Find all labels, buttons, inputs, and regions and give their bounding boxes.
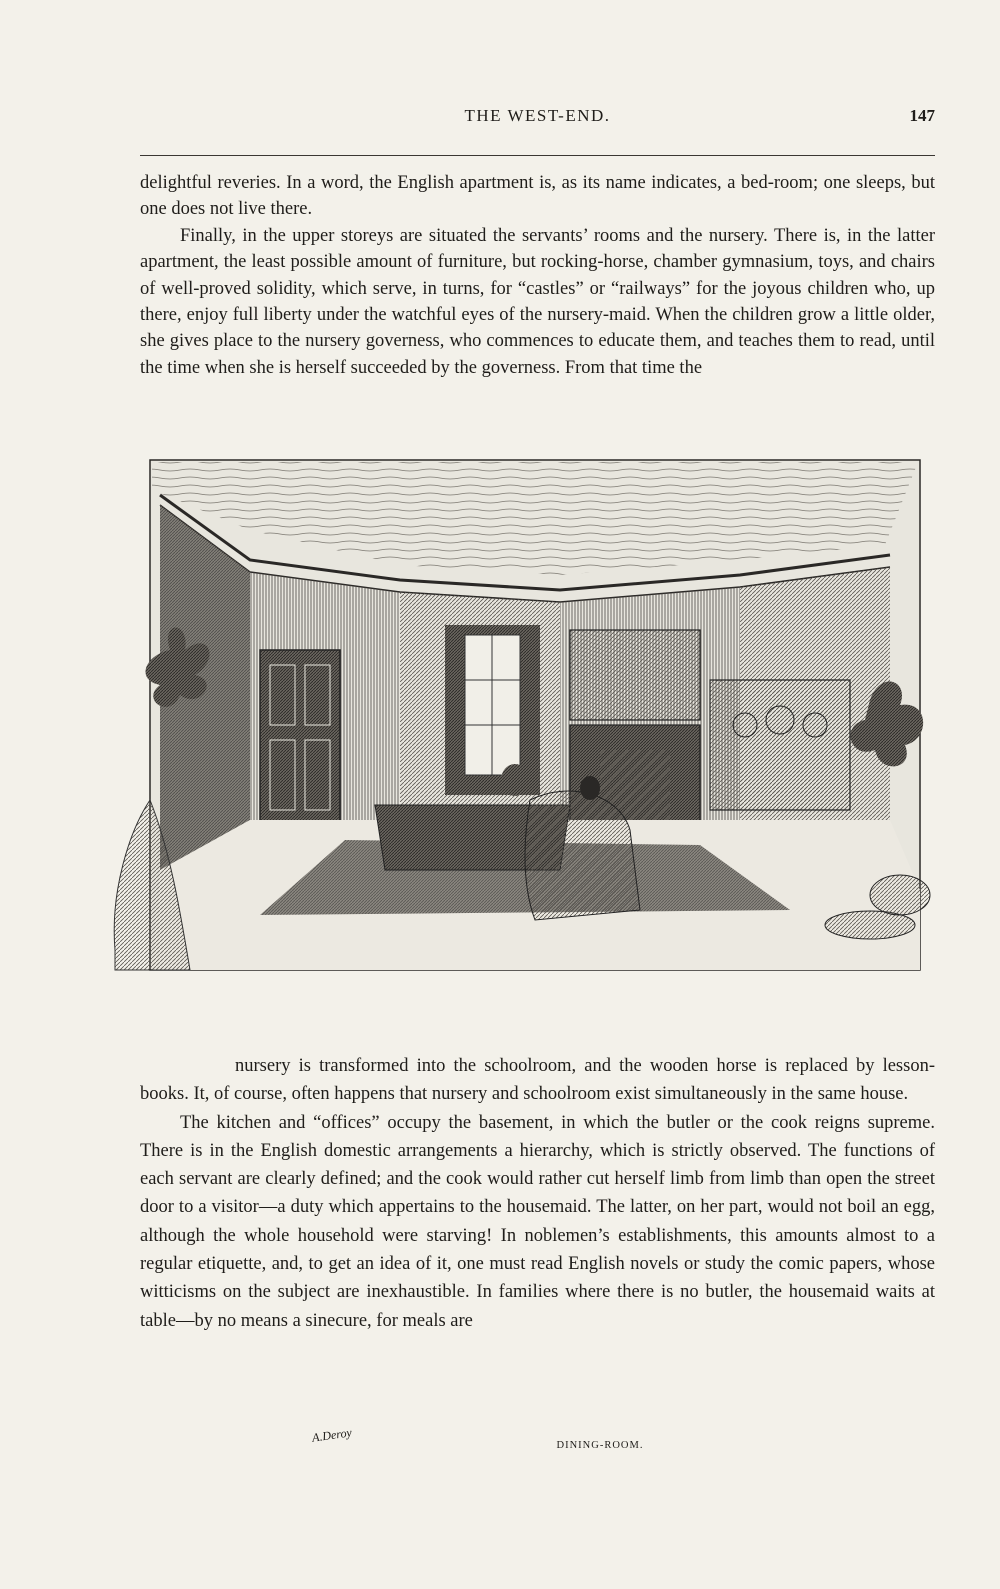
- running-head: THE WEST-END.: [464, 106, 611, 125]
- body-text-bottom: [140, 1052, 935, 1335]
- body-text-top: [140, 170, 935, 381]
- engraving-drawing: [100, 450, 950, 1030]
- header-rule: [140, 155, 935, 156]
- paragraph: nursery is transformed into the schoolroom, and the wooden horse is replaced by lesson-books. It, of course, often happens that nursery and schoolroom exist simultaneously in the same house.: [140, 1056, 935, 1105]
- paragraph: delightful reveries. In a word, the English apartment is, as its name indicates, a bed-room; one sleeps, but one does not live there.: [140, 173, 935, 220]
- artist-signature: A.Deroy: [311, 1425, 353, 1445]
- paragraph: The kitchen and “offices” occupy the basement, in which the butler or the cook reigns supreme. There is in the English domestic arrangements a hierarchy, which is strictly observed. The functions of each servant are clearly defined; and the cook would rather cut herself limb from limb than open the street door to a visitor—a duty which appertains to the housemaid. The latter, on her part, would not boil an egg, although the whole household were starving! In noblemen’s establishments, this amounts almost to a regular etiquette, and, to get an idea of it, one must read English novels or study the comic papers, whose witticisms on the subject are inexhaustible. In families where there is no butler, the housemaid waits at table—by no means a sinecure, for meals are: [140, 1112, 935, 1331]
- illustration-caption: DINING-ROOM.: [556, 1440, 644, 1451]
- paragraph: Finally, in the upper storeys are situated the servants’ rooms and the nursery. There is, in the latter apartment, the least possible amount of furniture, but rocking-horse, chamber gymnasium, toys, and chairs of well-proved solidity, which serve, in turns, for “castles” or “railways” for the joyous children who, up there, enjoy full liberty under the watchful eyes of the nursery-maid. When the children grow a little older, she gives place to the nursery governess, who commences to educate them, and teaches them to read, until the time when she is herself succeeded by the governess. From that time the: [140, 225, 935, 378]
- page-header: [140, 106, 935, 130]
- page-number: 147: [909, 106, 935, 125]
